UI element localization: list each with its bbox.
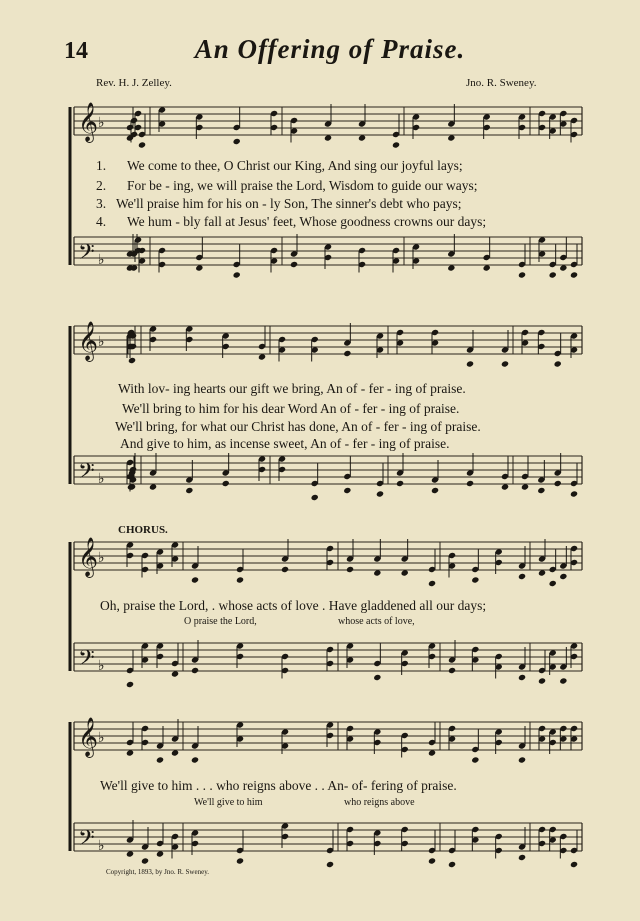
note-head [222, 480, 230, 487]
note-head [549, 271, 557, 278]
bass-clef-icon: 𝄢 [78, 240, 95, 270]
note-head [392, 141, 400, 148]
refrain-line: With lov- ing hearts our gift we bring, An of - fer - ing of praise. [118, 381, 466, 396]
flat-key-signature-icon: ♭ [98, 334, 105, 350]
note-head [233, 271, 241, 278]
note-head [570, 861, 578, 868]
verse-number: 3. [96, 196, 107, 211]
note-head [471, 756, 479, 763]
note-head [448, 861, 456, 868]
note-head [554, 360, 562, 367]
verse-line: For be - ing, we will praise the Lord, Wisdom to guide our ways; [127, 178, 478, 193]
flat-key-signature-icon: ♭ [98, 252, 105, 268]
note-head [126, 681, 134, 688]
copyright-notice: Copyright, 1893, by Jno. R. Sweney. [106, 868, 209, 876]
flat-key-signature-icon: ♭ [98, 658, 105, 674]
note-head [501, 360, 509, 367]
note-head [138, 141, 146, 148]
note-head [518, 674, 526, 681]
verse-number: 2. [96, 178, 107, 193]
verse-line: We'll praise him for his on - ly Son, The sinner's debt who pays; [116, 196, 462, 211]
note-head [236, 857, 244, 864]
refrain-line: And give to him, as incense sweet, An of - fer - ing of praise. [120, 436, 450, 451]
treble-clef-icon: 𝄞 [78, 717, 99, 757]
note-head [376, 490, 384, 497]
note-head [537, 487, 545, 494]
flat-key-signature-icon: ♭ [98, 730, 105, 746]
refrain-line: We'll bring to him for his dear Word An of - fer - ing of praise. [122, 401, 460, 416]
hymn-title: An Offering of Praise. [194, 34, 466, 64]
chorus-lyric-line: We'll give to him . . . who reigns above . . An- of- fering of praise. [100, 778, 457, 793]
verse-number: 1. [96, 158, 107, 173]
note-head [570, 490, 578, 497]
note-head [346, 566, 354, 573]
note-head [191, 756, 199, 763]
note-head [428, 580, 436, 587]
flat-key-signature-icon: ♭ [98, 115, 105, 131]
chorus-lyric-line: Oh, praise the Lord, . whose acts of love . Have gladdened all our days; [100, 598, 487, 613]
note-head [191, 576, 199, 583]
note-head [549, 580, 557, 587]
note-head [570, 271, 578, 278]
note-head [466, 360, 474, 367]
note-head [518, 573, 526, 580]
note-head [326, 861, 334, 868]
note-head [471, 576, 479, 583]
note-head [281, 566, 289, 573]
chorus-label: CHORUS. [118, 524, 168, 536]
note-head [448, 667, 456, 674]
note-head [343, 350, 351, 357]
page-number: 14 [64, 38, 88, 64]
chorus-echo-text: who reigns above [344, 797, 415, 808]
note-head [233, 138, 241, 145]
bass-clef-icon: 𝄢 [78, 459, 95, 489]
verse-line: We come to thee, O Christ our King, And sing our joyful lays; [127, 158, 463, 173]
note-head [428, 857, 436, 864]
verse-number: 4. [96, 214, 107, 229]
chorus-echo-text: We'll give to him [194, 797, 263, 808]
note-head [343, 487, 351, 494]
note-head [538, 677, 546, 684]
note-head [156, 756, 164, 763]
note-head [185, 487, 193, 494]
note-head [396, 480, 404, 487]
note-head [141, 857, 149, 864]
note-head [236, 576, 244, 583]
note-head [466, 480, 474, 487]
chorus-echo-text: whose acts of love, [338, 616, 415, 627]
note-head [518, 854, 526, 861]
flat-key-signature-icon: ♭ [98, 838, 105, 854]
bass-clef-icon: 𝄢 [78, 826, 95, 856]
treble-clef-icon: 𝄞 [78, 102, 99, 142]
flat-key-signature-icon: ♭ [98, 550, 105, 566]
music-credit: Jno. R. Sweney. [466, 77, 537, 89]
note-head [373, 674, 381, 681]
words-credit: Rev. H. J. Zelley. [96, 77, 172, 89]
note-head [518, 271, 526, 278]
note-head [518, 756, 526, 763]
flat-key-signature-icon: ♭ [98, 471, 105, 487]
bass-clef-icon: 𝄢 [78, 646, 95, 676]
note-head [128, 357, 136, 364]
note-head [290, 261, 298, 268]
note-head [311, 494, 319, 501]
verse-line: We hum - bly fall at Jesus' feet, Whose goodness crowns our days; [127, 214, 487, 229]
chorus-echo-text: O praise the Lord, [184, 616, 257, 627]
note-head [554, 480, 562, 487]
note-head [431, 487, 439, 494]
note-head [191, 667, 199, 674]
treble-clef-icon: 𝄞 [78, 537, 99, 577]
note-head [559, 677, 567, 684]
treble-clef-icon: 𝄞 [78, 321, 99, 361]
refrain-line: We'll bring, for what our Christ has done, An of - fer - ing of praise. [115, 419, 481, 434]
note-head [559, 573, 567, 580]
